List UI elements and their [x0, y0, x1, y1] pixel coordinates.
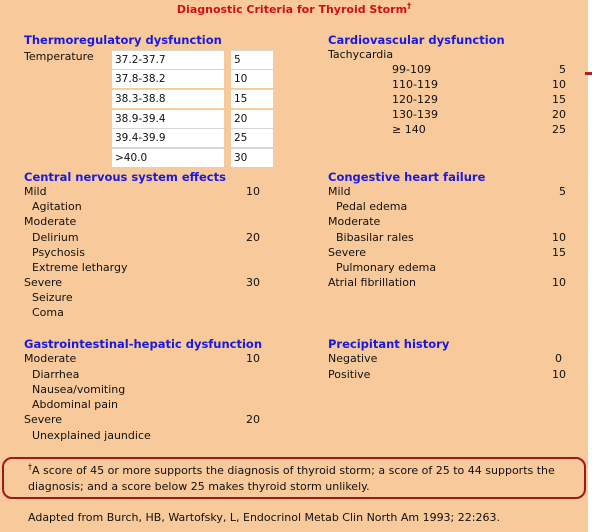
hr-range: 99-109: [392, 63, 431, 76]
temp-range-cell: 38.3-38.8: [112, 89, 224, 108]
precip-negative-label: Negative: [328, 352, 378, 365]
temp-score-cell: 5: [231, 50, 273, 69]
symptom-item: Seizure: [32, 291, 73, 304]
severity-label: Moderate: [24, 215, 77, 228]
severity-score: 10: [246, 185, 260, 198]
right-edge-marker: [585, 72, 592, 75]
hr-range: ≥ 140: [392, 123, 426, 136]
symptom-item: Bibasilar rales: [336, 231, 414, 244]
tachycardia-label: Tachycardia: [328, 48, 394, 61]
cns-heading: Central nervous system effects: [24, 170, 226, 184]
precip-heading: Precipitant history: [328, 337, 450, 351]
severity-score: 10: [552, 231, 566, 244]
hr-range: 110-119: [392, 78, 438, 91]
severity-label: Moderate: [328, 215, 381, 228]
symptom-item: Coma: [32, 306, 64, 319]
symptom-item: Delirium: [32, 231, 79, 244]
severity-label: Mild: [24, 185, 47, 198]
temp-range-cell: 38.9-39.4: [112, 109, 224, 128]
right-frame-strip: [588, 0, 592, 532]
temperature-label: Temperature: [24, 50, 94, 63]
cardio-heading: Cardiovascular dysfunction: [328, 33, 505, 47]
severity-score: 5: [559, 185, 566, 198]
citation: Adapted from Burch, HB, Wartofsky, L, Endocrinol Metab Clin North Am 1993; 22:263.: [28, 511, 500, 524]
temp-score-cell: 20: [231, 109, 273, 128]
temp-score-cell: 15: [231, 89, 273, 108]
severity-score: 30: [246, 276, 260, 289]
symptom-item: Unexplained jaundice: [32, 429, 151, 442]
hr-range: 130-139: [392, 108, 438, 121]
temp-range-cell: 37.8-38.2: [112, 69, 224, 88]
symptom-item: Pedal edema: [336, 200, 408, 213]
severity-label: Severe: [24, 413, 63, 426]
symptom-item: Pulmonary edema: [336, 261, 437, 274]
severity-label: Severe: [24, 276, 63, 289]
hr-score: 5: [559, 63, 566, 76]
chf-heading: Congestive heart failure: [328, 170, 486, 184]
precip-positive-score: 10: [552, 368, 566, 381]
temp-score-cell: 30: [231, 148, 273, 167]
symptom-item: Nausea/vomiting: [32, 383, 126, 396]
afib-label: Atrial fibrillation: [328, 276, 416, 289]
temp-range-cell: 37.2-37.7: [112, 50, 224, 69]
severity-score: 15: [552, 246, 566, 259]
temp-range-cell: 39.4-39.9: [112, 128, 224, 147]
hr-score: 25: [552, 123, 566, 136]
precip-negative-score: 0: [555, 352, 562, 365]
severity-label: Mild: [328, 185, 351, 198]
page-title: Diagnostic Criteria for Thyroid Storm†: [176, 1, 412, 16]
severity-score: 10: [246, 352, 260, 365]
hr-score: 10: [552, 78, 566, 91]
severity-label: Moderate: [24, 352, 77, 365]
severity-score: 20: [246, 413, 260, 426]
hr-score: 15: [552, 93, 566, 106]
symptom-item: Diarrhea: [32, 368, 80, 381]
footnote: †A score of 45 or more supports the diagnosis of thyroid storm; a score of 25 to 44 supports the diagnosis; and a score below 25 makes thyroid storm unlikely.: [28, 462, 555, 493]
severity-label: Severe: [328, 246, 367, 259]
symptom-item: Agitation: [32, 200, 82, 213]
temp-score-cell: 25: [231, 128, 273, 147]
afib-score: 10: [552, 276, 566, 289]
symptom-item: Psychosis: [32, 246, 85, 259]
precip-positive-label: Positive: [328, 368, 371, 381]
severity-score: 20: [246, 231, 260, 244]
temp-range-cell: >40.0: [112, 148, 224, 167]
hr-range: 120-129: [392, 93, 438, 106]
hr-score: 20: [552, 108, 566, 121]
symptom-item: Extreme lethargy: [32, 261, 128, 274]
symptom-item: Abdominal pain: [32, 398, 119, 411]
thermo-heading: Thermoregulatory dysfunction: [24, 33, 222, 47]
gi-heading: Gastrointestinal-hepatic dysfunction: [24, 337, 263, 351]
temp-score-cell: 10: [231, 69, 273, 88]
